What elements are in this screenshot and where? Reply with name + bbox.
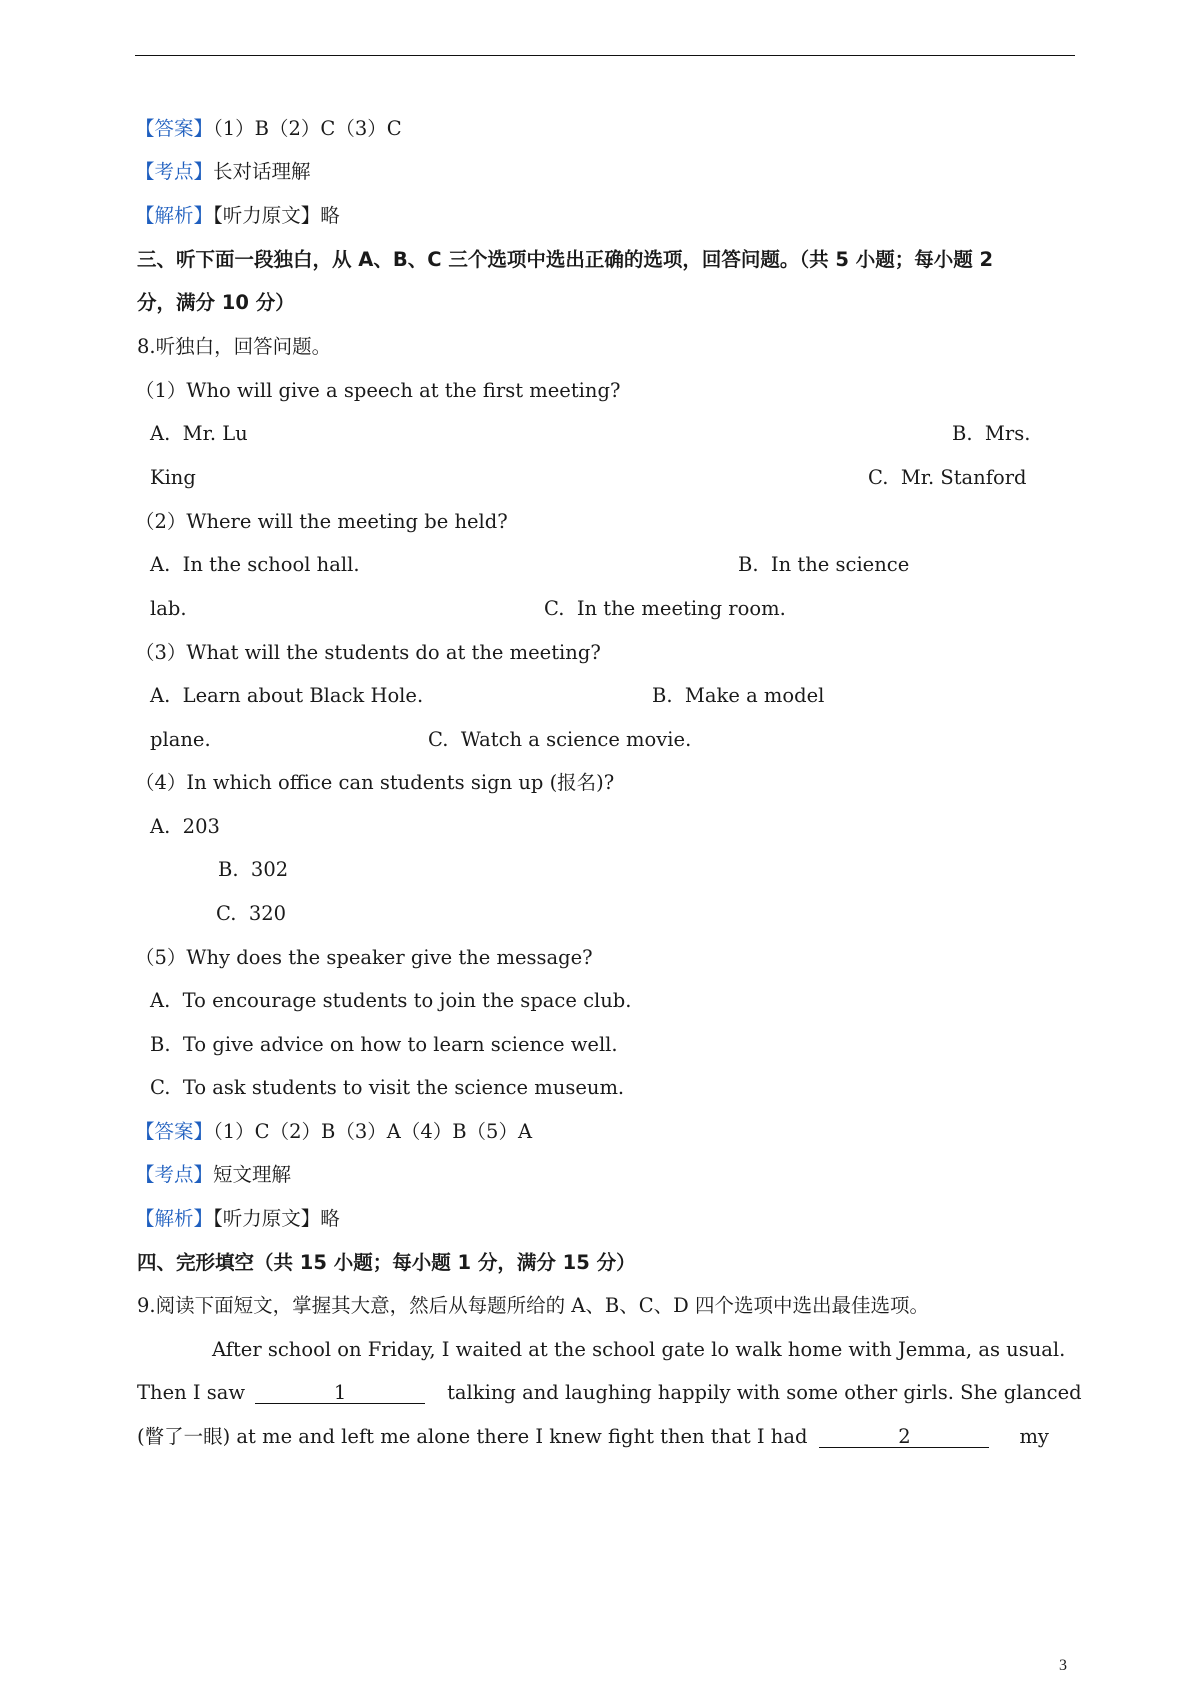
point-text: 短文理解 (213, 1163, 292, 1186)
blank-1: 1 (255, 1383, 425, 1404)
q4-option-b: B. 302 (218, 858, 289, 881)
section3-heading-line1: 三、听下面一段独白，从 A、B、C 三个选项中选出正确的选项，回答问题。（共 5 小题；每小题 2 (137, 248, 994, 271)
passage-text: Then I saw (137, 1381, 246, 1404)
q5-stem: （5）Why does the speaker give the message? (135, 946, 593, 969)
q2-option-b-cont: lab. (150, 597, 187, 620)
analysis-label: 【解析】 (135, 204, 214, 227)
q3-option-c: C. Watch a science movie. (428, 728, 692, 751)
passage-text: (瞥了一眼) at me and left me alone there I knew fight then that I had (137, 1425, 808, 1448)
answer-text: （1）C（2）B（3）A（4）B（5）A (213, 1120, 533, 1143)
q3-stem: （3）What will the students do at the meeting? (135, 641, 601, 664)
analysis-text: 【听力原文】略 (213, 204, 340, 227)
point-label: 【考点】 (135, 1163, 214, 1186)
header-rule (135, 55, 1075, 56)
analysis-row-prev (135, 206, 340, 226)
passage-text: my (1019, 1425, 1049, 1448)
analysis-text: 【听力原文】略 (213, 1207, 340, 1230)
answer-label: 【答案】 (135, 1120, 214, 1143)
q3-option-a: A. Learn about Black Hole. (150, 684, 424, 707)
q2-stem: （2）Where will the meeting be held? (135, 510, 508, 533)
point-label: 【考点】 (135, 160, 214, 183)
q5-option-c: C. To ask students to visit the science museum. (150, 1076, 625, 1099)
q3-option-b: B. Make a model (652, 684, 825, 707)
analysis-row (135, 1209, 340, 1229)
q5-option-b: B. To give advice on how to learn science well. (150, 1033, 618, 1056)
q4-option-a: A. 203 (150, 815, 220, 838)
q2-option-c: C. In the meeting room. (544, 597, 786, 620)
section3-heading-line2: 分，满分 10 分） (137, 291, 295, 314)
blank-2: 2 (819, 1427, 989, 1448)
analysis-label: 【解析】 (135, 1207, 214, 1230)
q1-option-b: B. Mrs. (952, 422, 1031, 445)
q4-option-c: C. 320 (216, 902, 287, 925)
point-row (135, 1165, 291, 1185)
q3-option-b-cont: plane. (150, 728, 211, 751)
question-8-title: 8.听独白，回答问题。 (137, 335, 332, 358)
passage-line-1: After school on Friday, I waited at the school gate lo walk home with Jemma, as usual. (212, 1338, 1066, 1361)
q1-option-a: A. Mr. Lu (150, 422, 248, 445)
passage-text: talking and laughing happily with some other girls. She glanced (447, 1381, 1082, 1404)
point-row-prev (135, 162, 311, 182)
passage-line-2 (137, 1383, 1082, 1404)
answer-row (135, 1122, 532, 1142)
q1-stem: （1）Who will give a speech at the first meeting? (135, 379, 621, 402)
question-9-title: 9.阅读下面短文，掌握其大意，然后从每题所给的 A、B、C、D 四个选项中选出最佳选项。 (137, 1294, 929, 1317)
answer-text: （1）B（2）C（3）C (213, 117, 402, 140)
q2-option-b: B. In the science (738, 553, 910, 576)
q1-option-b-cont: King (150, 466, 196, 489)
q5-option-a: A. To encourage students to join the space club. (150, 989, 632, 1012)
page-number: 3 (1059, 1657, 1067, 1674)
section4-heading: 四、完形填空（共 15 小题；每小题 1 分，满分 15 分） (137, 1251, 636, 1274)
passage-line-3 (137, 1427, 1049, 1448)
q2-option-a: A. In the school hall. (150, 553, 360, 576)
q4-stem: （4）In which office can students sign up (报名)? (135, 771, 615, 794)
answer-row-prev (135, 119, 402, 139)
answer-label: 【答案】 (135, 117, 214, 140)
point-text: 长对话理解 (213, 160, 311, 183)
q1-option-c: C. Mr. Stanford (868, 466, 1027, 489)
